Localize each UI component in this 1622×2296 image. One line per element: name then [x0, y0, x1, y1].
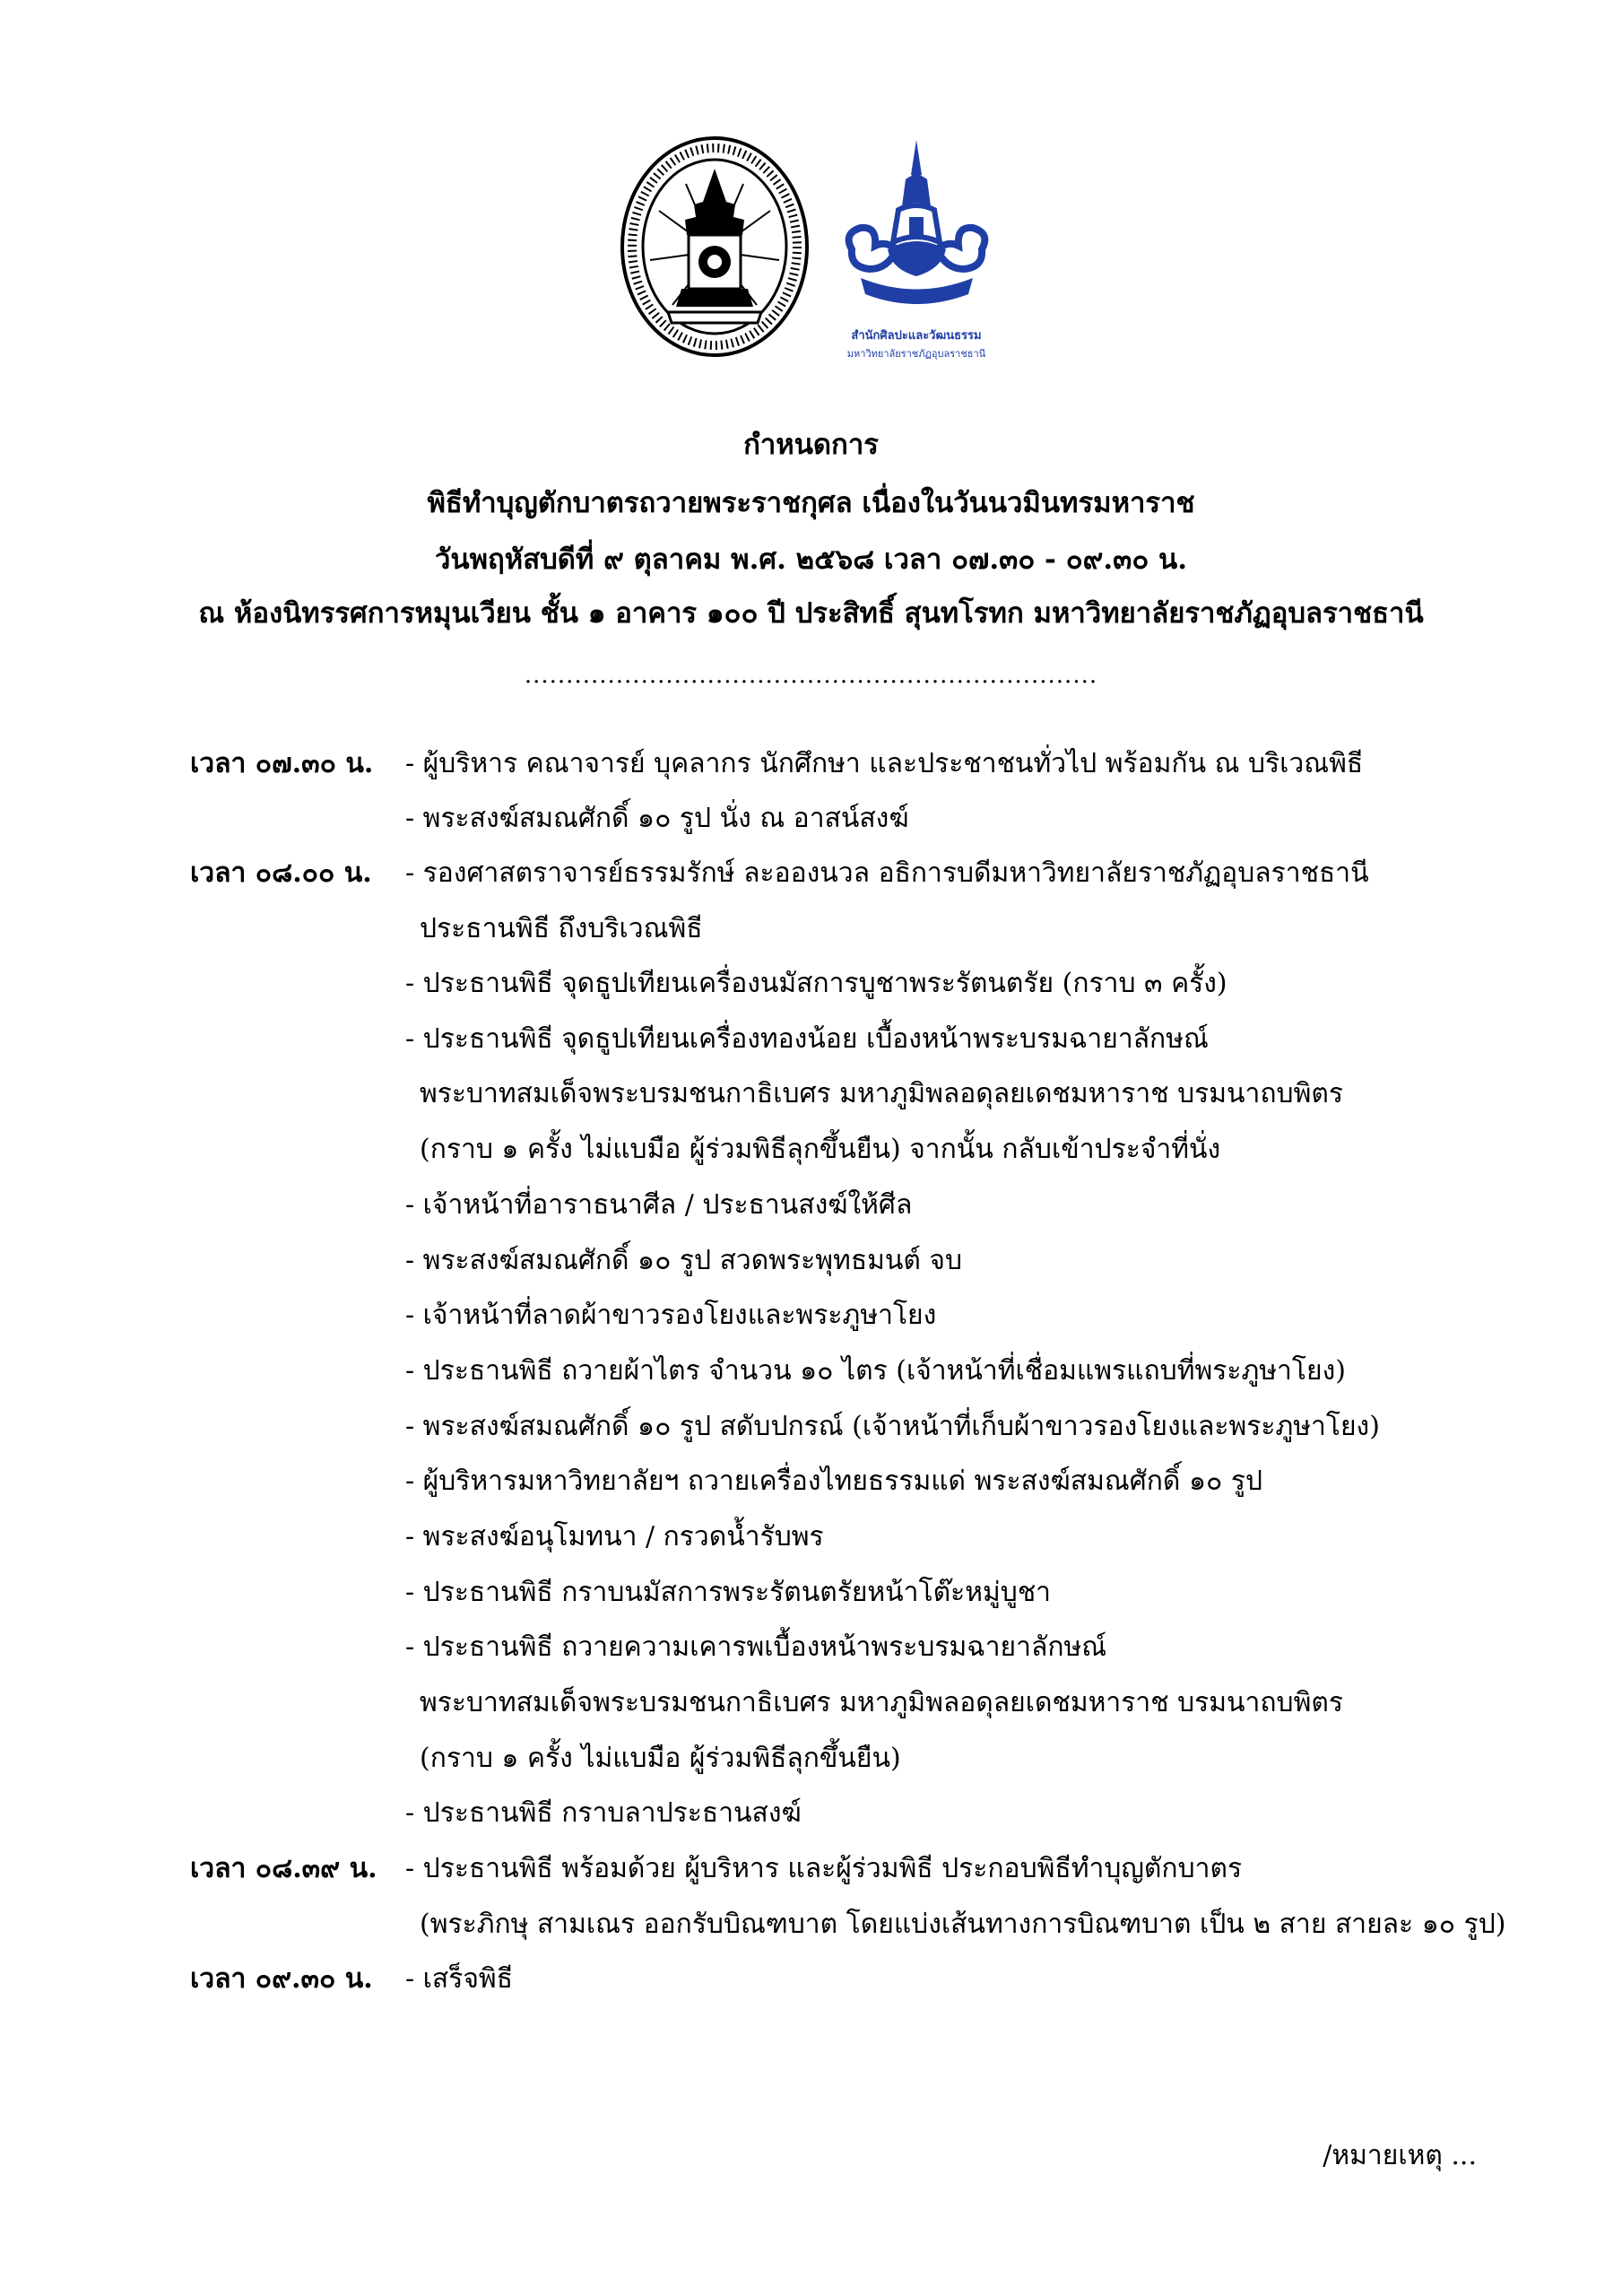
- heading-divider: .....................................................................: [524, 662, 1098, 689]
- schedule-item: - ประธานพิธี พร้อมด้วย ผู้บริหาร และผู้ร่วมพิธี ประกอบพิธีทำบุญตักบาตร: [405, 1853, 1243, 1884]
- schedule-item-continuation: พระบาทสมเด็จพระบรมชนกาธิเบศร มหาภูมิพลอดุลยเดชมหาราช บรมนาถบพิตร: [420, 1078, 1343, 1109]
- schedule-time: เวลา ๐๘.๓๙ น.: [190, 1853, 377, 1884]
- continued-note: /หมายเหตุ ...: [1323, 2140, 1477, 2171]
- schedule-item: - ประธานพิธี ถวายผ้าไตร จำนวน ๑๐ ไตร (เจ้าหน้าที่เชื่อมแพรแถบที่พระภูษาโยง): [405, 1355, 1346, 1387]
- schedule-item: - เสร็จพิธี: [405, 1963, 514, 1995]
- schedule-time: เวลา ๐๗.๓๐ น.: [190, 748, 374, 779]
- document-title: กำหนดการ: [743, 429, 879, 461]
- schedule-item: - พระสงฆ์สมณศักดิ์ ๑๐ รูป นั่ง ณ อาสน์สงฆ์: [405, 803, 909, 834]
- schedule-item-continuation: (กราบ ๑ ครั้ง ไม่แบมือ ผู้ร่วมพิธีลุกขึ้นยืน): [420, 1743, 901, 1774]
- schedule-item-continuation: (พระภิกษุ สามเณร ออกรับบิณฑบาต โดยแบ่งเส้นทางการบิณฑบาต เป็น ๒ สาย สายละ ๑๐ รูป): [420, 1909, 1506, 1940]
- schedule-item: - พระสงฆ์สมณศักดิ์ ๑๐ รูป สวดพระพุทธมนต์ จบ: [405, 1245, 963, 1276]
- ceremony-date-time: วันพฤหัสบดีที่ ๙ ตุลาคม พ.ศ. ๒๕๖๘ เวลา ๐๗.๓๐ - ๐๙.๓๐ น.: [434, 544, 1188, 576]
- schedule-item: - พระสงฆ์อนุโมทนา / กรวดน้ำรับพร: [405, 1521, 824, 1552]
- schedule-item: - ประธานพิธี จุดธูปเทียนเครื่องทองน้อย เบื้องหน้าพระบรมฉายาลักษณ์: [405, 1023, 1209, 1055]
- office-logo-caption-line2: มหาวิทยาลัยราชภัฏอุบลราชธานี: [846, 348, 986, 360]
- schedule-time: เวลา ๐๙.๓๐ น.: [190, 1963, 373, 1995]
- schedule-item: - ประธานพิธี จุดธูปเทียนเครื่องนมัสการบูชาพระรัตนตรัย (กราบ ๓ ครั้ง): [405, 968, 1227, 999]
- schedule-item: - ผู้บริหาร คณาจารย์ บุคลากร นักศึกษา และประชาชนทั่วไป พร้อมกัน ณ บริเวณพิธี: [405, 748, 1364, 779]
- schedule-item: - ประธานพิธี กราบนมัสการพระรัตนตรัยหน้าโต๊ะหมู่บูชา: [405, 1577, 1052, 1608]
- schedule-item-continuation: (กราบ ๑ ครั้ง ไม่แบมือ ผู้ร่วมพิธีลุกขึ้นยืน) จากนั้น กลับเข้าประจำที่นั่ง: [420, 1134, 1221, 1165]
- schedule-item-continuation: ประธานพิธี ถึงบริเวณพิธี: [420, 913, 703, 944]
- ceremony-venue: ณ ห้องนิทรรศการหมุนเวียน ชั้น ๑ อาคาร ๑๐๐ ปี ประสิทธิ์ สุนทโรทก มหาวิทยาลัยราชภัฏอุบลราชธานี: [198, 597, 1424, 630]
- schedule-item: - เจ้าหน้าที่อาราธนาศีล / ประธานสงฆ์ให้ศีล: [405, 1189, 913, 1221]
- schedule-item-continuation: พระบาทสมเด็จพระบรมชนกาธิเบศร มหาภูมิพลอดุลยเดชมหาราช บรมนาถบพิตร: [420, 1687, 1343, 1718]
- schedule-item: - พระสงฆ์สมณศักดิ์ ๑๐ รูป สดับปกรณ์ (เจ้าหน้าที่เก็บผ้าขาวรองโยงและพระภูษาโยง): [405, 1411, 1380, 1442]
- office-logo-caption-line1: สำนักศิลปะและวัฒนธรรม: [851, 329, 982, 343]
- schedule-item: - รองศาสตราจารย์ธรรมรักษ์ ละอองนวล อธิการบดีมหาวิทยาลัยราชภัฏอุบลราชธานี: [405, 857, 1369, 889]
- ceremony-name: พิธีทำบุญตักบาตรถวายพระราชกุศล เนื่องในวันนวมินทรมหาราช: [427, 487, 1195, 519]
- schedule-item: - ประธานพิธี กราบลาประธานสงฆ์: [405, 1797, 802, 1829]
- schedule-item: - ผู้บริหารมหาวิทยาลัยฯ ถวายเครื่องไทยธรรมแด่ พระสงฆ์สมณศักดิ์ ๑๐ รูป: [405, 1465, 1262, 1497]
- schedule-item: - ประธานพิธี ถวายความเคารพเบื้องหน้าพระบรมฉายาลักษณ์: [405, 1631, 1107, 1663]
- schedule-item: - เจ้าหน้าที่ลาดผ้าขาวรองโยงและพระภูษาโยง: [405, 1300, 937, 1331]
- schedule-time: เวลา ๐๘.๐๐ น.: [190, 857, 372, 889]
